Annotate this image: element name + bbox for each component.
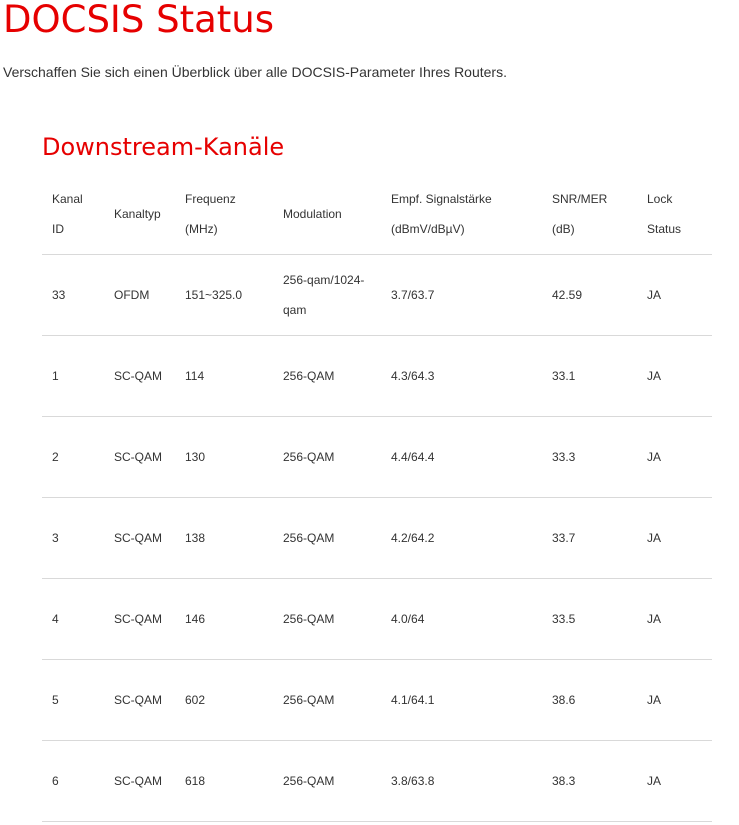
- table-row: [42, 659, 712, 740]
- cell-kanal-id: 5: [42, 659, 104, 740]
- cell-kanal-id: 33: [42, 254, 104, 335]
- cell-snr-mer: 33.7: [542, 497, 637, 578]
- cell-kanaltyp: SC-QAM: [104, 497, 175, 578]
- cell-kanal-id: 1: [42, 335, 104, 416]
- cell-kanal-id: 4: [42, 578, 104, 659]
- column-header-lock-status: [637, 174, 712, 254]
- cell-snr-mer: 42.59: [542, 254, 637, 335]
- cell-signalstaerke: 4.0/64: [381, 578, 542, 659]
- page-intro: Verschaffen Sie sich einen Überblick über alle DOCSIS-Parameter Ihres Routers.: [3, 64, 507, 80]
- cell-modulation: 256-QAM: [273, 740, 381, 821]
- cell-signalstaerke: 4.1/64.1: [381, 659, 542, 740]
- column-header-text: (MHz): [185, 221, 218, 236]
- table-row: [42, 740, 712, 821]
- column-header-kanal-id: [42, 174, 104, 254]
- cell-frequenz: 618: [175, 740, 273, 821]
- cell-modulation: 256-QAM: [273, 335, 381, 416]
- column-header-text: Status: [647, 221, 682, 236]
- cell-frequenz: 151~325.0: [175, 254, 273, 335]
- table-row: [42, 578, 712, 659]
- cell-snr-mer: 33.1: [542, 335, 637, 416]
- table-row: [42, 254, 712, 335]
- cell-kanaltyp: SC-QAM: [104, 659, 175, 740]
- cell-kanaltyp: OFDM: [104, 254, 175, 335]
- table-row: [42, 416, 712, 497]
- cell-kanaltyp: SC-QAM: [104, 578, 175, 659]
- cell-modulation: 256-QAM: [273, 578, 381, 659]
- column-header-text: (dBmV/dBµV): [391, 221, 465, 236]
- cell-frequenz: 130: [175, 416, 273, 497]
- table-header-row: [42, 174, 712, 254]
- cell-snr-mer: 38.6: [542, 659, 637, 740]
- table-row: [42, 497, 712, 578]
- cell-modulation: 256-QAM: [273, 416, 381, 497]
- cell-kanal-id: 6: [42, 740, 104, 821]
- cell-kanal-id: 3: [42, 497, 104, 578]
- cell-snr-mer: 33.3: [542, 416, 637, 497]
- cell-lock-status: JA: [637, 659, 712, 740]
- column-header-text: ID: [52, 221, 64, 236]
- cell-kanaltyp: SC-QAM: [104, 416, 175, 497]
- cell-signalstaerke: 4.3/64.3: [381, 335, 542, 416]
- column-header-text: Modulation: [283, 206, 342, 221]
- cell-kanaltyp: SC-QAM: [104, 335, 175, 416]
- table-body: [42, 254, 712, 821]
- column-header-modulation: [273, 174, 381, 254]
- downstream-section-title: Downstream-Kanäle: [42, 133, 285, 161]
- cell-kanaltyp: SC-QAM: [104, 740, 175, 821]
- cell-signalstaerke: 4.4/64.4: [381, 416, 542, 497]
- cell-lock-status: JA: [637, 254, 712, 335]
- column-header-signalstaerke: [381, 174, 542, 254]
- cell-signalstaerke: 3.8/63.8: [381, 740, 542, 821]
- page-title: DOCSIS Status: [3, 0, 274, 41]
- cell-frequenz: 146: [175, 578, 273, 659]
- cell-signalstaerke: 4.2/64.2: [381, 497, 542, 578]
- column-header-text: Empf. Signalstärke: [391, 191, 492, 206]
- column-header-text: Frequenz: [185, 191, 236, 206]
- cell-frequenz: 114: [175, 335, 273, 416]
- cell-lock-status: JA: [637, 335, 712, 416]
- cell-lock-status: JA: [637, 740, 712, 821]
- cell-modulation: 256-qam/1024-qam: [273, 254, 381, 335]
- cell-frequenz: 602: [175, 659, 273, 740]
- cell-snr-mer: 33.5: [542, 578, 637, 659]
- column-header-text: SNR/MER: [552, 191, 608, 206]
- cell-modulation: 256-QAM: [273, 497, 381, 578]
- column-header-text: (dB): [552, 221, 575, 236]
- cell-frequenz: 138: [175, 497, 273, 578]
- column-header-text: Lock: [647, 191, 673, 206]
- downstream-channels-table: [42, 174, 712, 822]
- column-header-text: Kanal: [52, 191, 83, 206]
- cell-lock-status: JA: [637, 416, 712, 497]
- table-row: [42, 335, 712, 416]
- column-header-frequenz: [175, 174, 273, 254]
- cell-lock-status: JA: [637, 497, 712, 578]
- column-header-text: Kanaltyp: [114, 206, 161, 221]
- cell-lock-status: JA: [637, 578, 712, 659]
- cell-modulation: 256-QAM: [273, 659, 381, 740]
- column-header-snr-mer: [542, 174, 637, 254]
- cell-snr-mer: 38.3: [542, 740, 637, 821]
- column-header-kanaltyp: [104, 174, 175, 254]
- cell-signalstaerke: 3.7/63.7: [381, 254, 542, 335]
- cell-kanal-id: 2: [42, 416, 104, 497]
